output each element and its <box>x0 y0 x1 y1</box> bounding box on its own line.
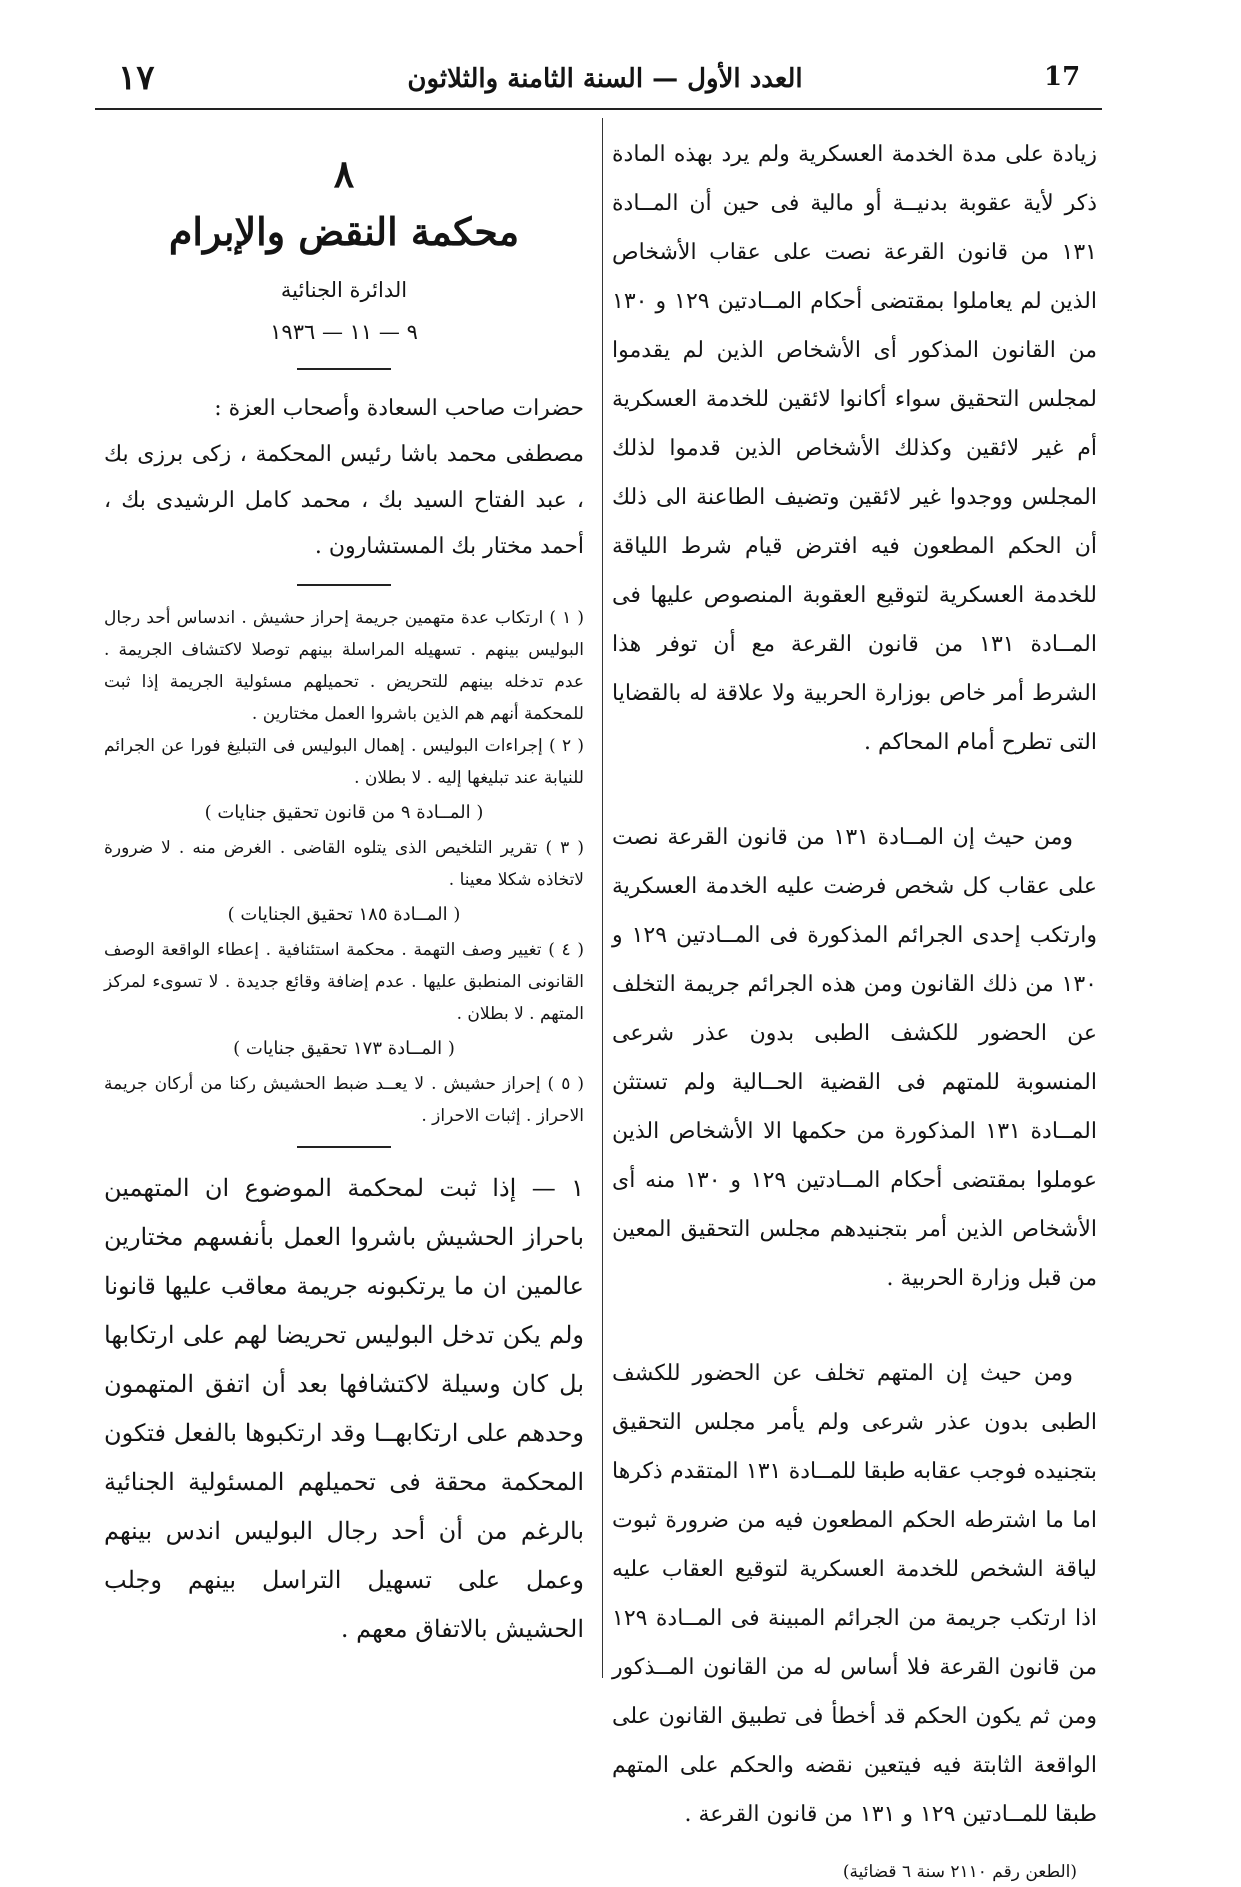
summary-item: ( ١ ) ارتكاب عدة متهمين جريمة إحراز حشيش . اندساس أحد رجال البوليس بينهم . تسهيله المراسلة بينهم توصلا لاكتشاف الجريمة . عدم تدخله بينهم للتحريض . تحميلهم مسئولية الجريمة إذا ثبت للمحكمة أنهم هم الذين باشروا العمل مختارين . <box>104 608 584 724</box>
summary-item: ( ٢ ) إجراءات البوليس . إهمال البوليس فى التبليغ فورا عن الجرائم للنيابة عند تبليغها إليه . لا بطلان . <box>104 736 584 788</box>
page-number-latin: 17 <box>1044 62 1081 92</box>
court-name: محكمة النقض والإبرام <box>168 209 520 254</box>
right-column <box>612 130 1097 1887</box>
running-title: العدد الأول — السنة الثامنة والثلاثون <box>407 64 803 94</box>
summary-item: ( ٣ ) تقرير التلخيص الذى يتلوه القاضى . الغرض منه . لا ضرورة لاتخاذه شكلا معينا . <box>104 838 584 890</box>
divider <box>297 1146 391 1148</box>
divider <box>297 368 391 370</box>
divider <box>297 584 391 586</box>
paragraph-gap <box>612 1303 1097 1349</box>
session-date: ٩ — ١١ — ١٩٣٦ <box>270 320 418 344</box>
body-paragraph: زيادة على مدة الخدمة العسكرية ولم يرد بهذه المادة ذكر لأية عقوبة بدنيــة أو مالية فى حين أن المــادة ١٣١ من قانون القرعة نصت على عقاب الأشخاص الذين لم يعاملوا بمقتضى أحكام المــادتين ١٢٩ و ١٣٠ من القانون المذكور أى الأشخاص الذين لم يقدموا لمجلس التحقيق سواء أكانوا لائقين للخدمة العسكرية أم غير لائقين وكذلك الأشخاص الذين قدموا لذلك المجلس ووجدوا غير لائقين وتضيف الطاعنة الى ذلك أن الحكم المطعون فيه افترض قيام شرط اللياقة للخدمة العسكرية لتوقيع العقوبة المنصوص عليها فى المــادة ١٣١ من قانون القرعة مع أن توفر هذا الشرط أمر خاص بوزارة الحربية ولا علاقة له بالقضايا التى تطرح أمام المحاكم . <box>612 142 1097 755</box>
body-paragraph: ومن حيث إن المــادة ١٣١ من قانون القرعة نصت على عقاب كل شخص فرضت عليه الخدمة العسكرية وارتكب إحدى الجرائم المذكورة فى المــادتين ١٢٩ و ١٣٠ من ذلك القانون ومن هذه الجرائم جريمة التخلف عن الحضور للكشف الطبى بدون عذر شرعى المنسوبة للمتهم فى القضية الحــالية ولم تستثن المــادة ١٣١ المذكورة من حكمها الا الأشخاص الذين عوملوا بمقتضى أحكام المــادتين ١٢٩ و ١٣٠ منه أى الأشخاص الذين أمر بتجنيدهم مجلس التحقيق المعين من قبل وزارة الحربية . <box>612 825 1097 1291</box>
body-paragraph: ومن حيث إن المتهم تخلف عن الحضور للكشف الطبى بدون عذر شرعى ولم يأمر مجلس التحقيق بتجنيده فوجب عقابه طبقا للمــادة ١٣١ المتقدم ذكرها اما ما اشترطه الحكم المطعون فيه من ضرورة ثبوت لياقة الشخص للخدمة العسكرية لتوقيع العقاب عليه اذا ارتكب جريمة من الجرائم المبينة فى المــادة ١٢٩ من قانون القرعة فلا أساس له من القانون المــذكور ومن ثم يكون الحكم قد أخطأ فى تطبيق القانون على الواقعة الثابتة فيه فيتعين نقضه والحكم على المتهم طبقا للمــادتين ١٢٩ و ١٣١ من قانون القرعة . <box>612 1361 1098 1827</box>
summary-item: ( ٤ ) تغيير وصف التهمة . محكمة استئنافية . إعطاء الواقعة الوصف القانونى المنطبق عليها . عدم إضافة وقائع جديدة . لا تسوىء لمركز المتهم . لا بطلان . <box>104 940 584 1024</box>
section-number: ٨ <box>333 151 355 196</box>
article-reference: ( المــادة ١٨٥ تحقيق الجنايات ) <box>227 904 461 925</box>
page-number-arabic: ١٧ <box>118 58 155 98</box>
column-divider <box>602 118 603 1678</box>
left-column <box>104 150 584 1654</box>
header-rule <box>95 108 1102 110</box>
main-paragraph: ١ — إذا ثبت لمحكمة الموضوع ان المتهمين باحراز الحشيش باشروا العمل بأنفسهم مختارين عالمين ان ما يرتكبونه جريمة معاقب عليها قانونا ولم يكن تدخل البوليس تحريضا لهم على ارتكابها بل كان وسيلة لاكتشافها بعد أن اتفق المتهمون وحدهم على ارتكابهــا وقد ارتكبوها بالفعل فتكون المحكمة محقة فى تحميلهم المسئولية الجنائية بالرغم من أن أحد رجال البوليس اندس بينهم وعمل على تسهيل التراسل بينهم وجلب الحشيش بالاتفاق معهم . <box>104 1174 584 1643</box>
summary-item: ( ٥ ) إحراز حشيش . لا يعــد ضبط الحشيش ركنا من أركان جريمة الاحراز . إثبات الاحراز . <box>104 1074 584 1126</box>
article-reference: ( المــادة ١٧٣ تحقيق جنايات ) <box>233 1038 455 1059</box>
presence-names: مصطفى محمد باشا رئيس المحكمة ، زكى برزى بك ، عبد الفتاح السيد بك ، محمد كامل الرشيدى بك ، أحمد مختار بك المستشارون . <box>104 442 584 559</box>
article-reference: ( المــادة ٩ من قانون تحقيق جنايات ) <box>204 802 484 823</box>
appeal-reference: (الطعن رقم ٢١١٠ سنة ٦ قضائية) <box>842 1862 1077 1882</box>
presence-title: حضرات صاحب السعادة وأصحاب العزة : <box>214 396 584 421</box>
paragraph-gap <box>612 767 1097 813</box>
circuit-name: الدائرة الجنائية <box>280 278 408 302</box>
